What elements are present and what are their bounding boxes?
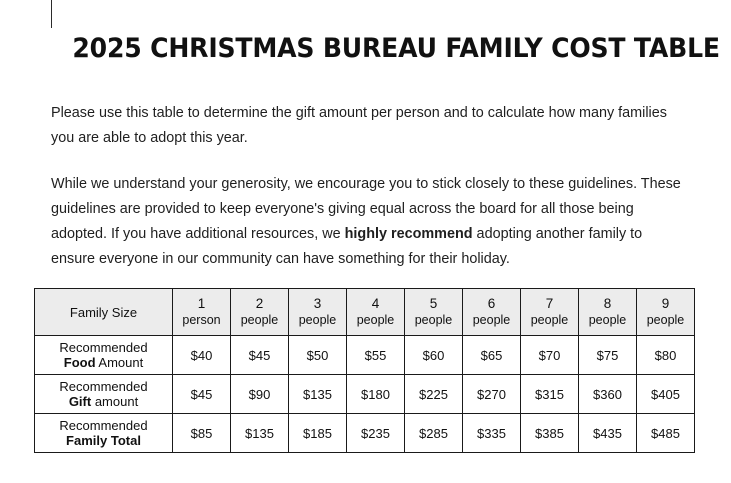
cell-food-2: $45 xyxy=(231,336,289,375)
table-row xyxy=(35,336,695,375)
top-margin-rule xyxy=(51,0,52,28)
cell-food-3: $50 xyxy=(289,336,347,375)
cell-total-5: $285 xyxy=(405,414,463,453)
header-size-6-number: 6 xyxy=(487,296,496,311)
family-cost-table xyxy=(34,288,695,453)
header-size-5 xyxy=(405,289,463,336)
header-size-4-unit: people xyxy=(356,313,395,327)
cell-gift-4: $180 xyxy=(347,375,405,414)
header-size-2-number: 2 xyxy=(255,296,264,311)
header-size-3-number: 3 xyxy=(313,296,322,311)
row-label-gift xyxy=(35,375,173,414)
header-size-8 xyxy=(579,289,637,336)
header-size-4 xyxy=(347,289,405,336)
header-size-9-number: 9 xyxy=(661,296,670,311)
cell-gift-7: $315 xyxy=(521,375,579,414)
row-label-gift-tail: amount xyxy=(91,394,139,409)
cell-gift-3: $135 xyxy=(289,375,347,414)
cell-gift-9: $405 xyxy=(637,375,695,414)
header-size-2-unit: people xyxy=(240,313,279,327)
cell-gift-8: $360 xyxy=(579,375,637,414)
cell-food-9: $80 xyxy=(637,336,695,375)
cell-gift-5: $225 xyxy=(405,375,463,414)
intro-text xyxy=(51,101,687,272)
cell-food-8: $75 xyxy=(579,336,637,375)
cell-total-1: $85 xyxy=(173,414,231,453)
row-label-food-emph: Food xyxy=(63,355,96,370)
header-size-5-unit: people xyxy=(414,313,453,327)
cell-total-9: $485 xyxy=(637,414,695,453)
header-size-1-number: 1 xyxy=(197,296,206,311)
cell-food-5: $60 xyxy=(405,336,463,375)
header-size-3 xyxy=(289,289,347,336)
header-size-8-unit: people xyxy=(588,313,627,327)
header-size-9-unit: people xyxy=(646,313,685,327)
header-size-4-number: 4 xyxy=(371,296,380,311)
row-label-total-emph: Family Total xyxy=(66,433,141,448)
table-header-row xyxy=(35,289,695,336)
table-row xyxy=(35,414,695,453)
header-size-7-number: 7 xyxy=(545,296,554,311)
header-size-1-unit: person xyxy=(182,313,221,327)
cell-food-1: $40 xyxy=(173,336,231,375)
header-size-7-unit: people xyxy=(530,313,569,327)
cell-total-8: $435 xyxy=(579,414,637,453)
row-label-food-tail: Amount xyxy=(95,355,144,370)
header-size-1 xyxy=(173,289,231,336)
cell-gift-2: $90 xyxy=(231,375,289,414)
cell-total-2: $135 xyxy=(231,414,289,453)
header-size-7 xyxy=(521,289,579,336)
cell-gift-6: $270 xyxy=(463,375,521,414)
header-family-size: Family Size xyxy=(35,289,173,336)
row-label-food xyxy=(35,336,173,375)
paragraph-1: Please use this table to determine the gift amount per person and to calculate how many families you are able to adopt this year. xyxy=(51,105,667,146)
table-row xyxy=(35,375,695,414)
paragraph-2 xyxy=(51,172,687,272)
cell-total-6: $335 xyxy=(463,414,521,453)
header-size-3-unit: people xyxy=(298,313,337,327)
row-label-total-lead: Recommended xyxy=(59,417,148,433)
header-size-6-unit: people xyxy=(472,313,511,327)
paragraph-2-part-2: adopting another family to ensure everyone in our community can have something for their holiday. xyxy=(51,226,643,267)
cell-total-4: $235 xyxy=(347,414,405,453)
row-label-food-lead: Recommended xyxy=(59,339,148,355)
cell-food-4: $55 xyxy=(347,336,405,375)
cell-total-3: $185 xyxy=(289,414,347,453)
row-label-gift-emph: Gift xyxy=(68,394,92,409)
header-size-8-number: 8 xyxy=(603,296,612,311)
row-label-gift-lead: Recommended xyxy=(59,378,148,394)
paragraph-2-part-1: While we understand your generosity, we encourage you to stick closely to these guidelines. These guidelines are provided to keep everyone's giving equal across the board for all those being adopted. If you have additional resources, we xyxy=(51,176,681,242)
header-size-6 xyxy=(463,289,521,336)
cell-total-7: $385 xyxy=(521,414,579,453)
paragraph-2-emphasis: highly recommend xyxy=(344,226,473,242)
cell-gift-1: $45 xyxy=(173,375,231,414)
cell-food-6: $65 xyxy=(463,336,521,375)
row-label-total xyxy=(35,414,173,453)
header-size-9 xyxy=(637,289,695,336)
page-title: 2025 CHRISTMAS BUREAU FAMILY COST TABLE xyxy=(72,33,720,64)
cell-food-7: $70 xyxy=(521,336,579,375)
header-size-5-number: 5 xyxy=(429,296,438,311)
header-size-2 xyxy=(231,289,289,336)
